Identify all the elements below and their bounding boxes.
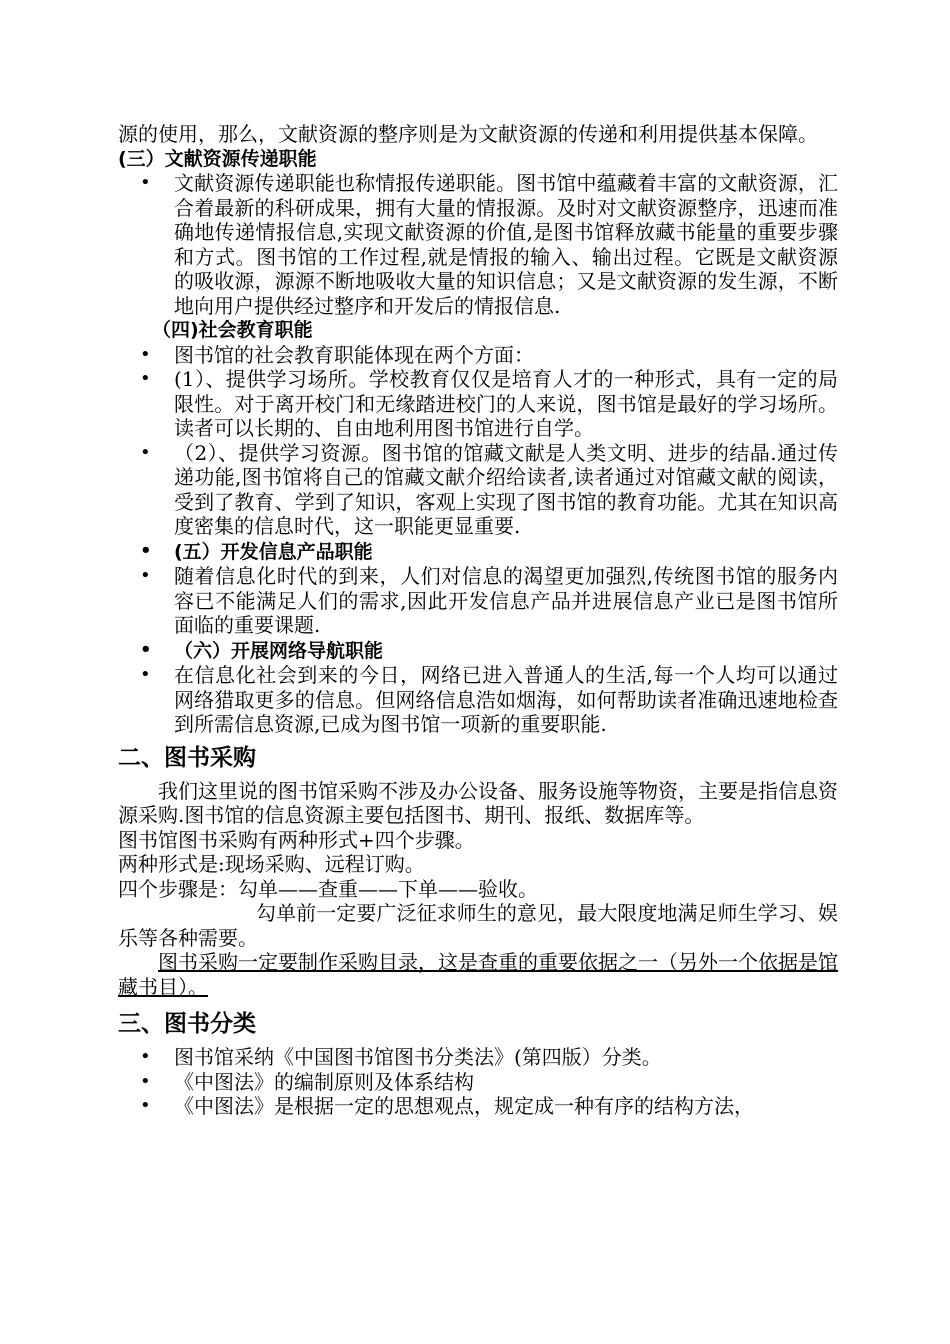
part-2-line: 四个步骤是：勾单——查重——下单——验收。 — [118, 876, 538, 901]
list-item-text: 文献资源传递职能也称情报传递职能。图书馆中蕴藏着丰富的文献资源，汇合着最新的科研成果，拥有大量的情报源。及时对文献资源整序，迅速而准确地传递情报信息,实现文献资源的价值,是图书馆释放藏书能量的重要步骤和方式。图书馆的工作过程,就是情报的输入、输出过程。它既是文献资源的吸收源，源源不断地吸收大量的知识信息；又是文献资源的发生源，不断地向用户提供经过整序和开发后的情报信息. — [174, 171, 838, 318]
bullet-icon: • — [140, 1046, 151, 1067]
list-item — [118, 539, 838, 565]
bullet-icon: • — [140, 638, 152, 660]
list-item — [118, 564, 838, 638]
list-item-text: 《中图法》是根据一定的思想观点，规定成一种有序的结构方法， — [174, 1094, 754, 1118]
part-2-underlined-paragraph: 图书采购一定要制作采购目录，这是查重的重要依据之一（另外一个依据是馆藏书目）。 — [118, 950, 838, 999]
bullet-icon: • — [140, 539, 152, 561]
list-item-text: (1）、提供学习场所。学校教育仅仅是培育人才的一种形式，具有一定的局限性。对于离开校门和无缘踏进校门的人来说，图书馆是最好的学习场所。读者可以长期的、自由地利用图书馆进行自学。 — [174, 367, 838, 440]
part-3-heading: 三、图书分类 — [118, 1011, 256, 1037]
list-item — [118, 663, 838, 737]
list-item — [118, 367, 838, 441]
list-item-text: 在信息化社会到来的今日，网络已进入普通人的生活,每一个人均可以通过网络猎取更多的信息。但网络信息浩如烟海，如何帮助读者准确迅速地检查到所需信息资源,已成为图书馆一项新的重要职能. — [174, 663, 838, 736]
bullet-icon: • — [140, 343, 151, 365]
document-page — [118, 122, 838, 1119]
bullet-icon: • — [140, 172, 151, 193]
bullet-icon: • — [140, 664, 151, 685]
list-item — [118, 1045, 838, 1070]
bullet-icon: • — [140, 1070, 151, 1092]
section-3-heading: (三）文献资源传递职能 — [118, 147, 317, 170]
part-2-line: 图书馆图书采购有两种形式+四个步骤。 — [118, 827, 475, 852]
bullet-icon: • — [140, 441, 151, 463]
section-6-heading: （六）开展网络导航职能 — [174, 639, 384, 662]
list-item — [118, 171, 838, 318]
bullet-icon: • — [140, 368, 151, 389]
part-2-heading: 二、图书采购 — [118, 744, 256, 771]
list-item-text: 图书馆采纳《中国图书馆图书分类法》(第四版）分类。 — [174, 1045, 662, 1069]
list-item-text: 《中图法》的编制原则及体系结构 — [174, 1069, 474, 1094]
list-item — [118, 343, 838, 368]
part-3-list — [118, 1045, 838, 1119]
list-item-text: （2）、提供学习资源。图书馆的馆藏文献是人类文明、进步的结晶.通过传递功能,图书馆将自己的馆藏文献介绍给读者,读者通过对馆藏文献的阅读，受到了教育、学到了知识，客观上实现了图书馆的教育功能。尤其在知识高度密集的信息时代，这一职能更显重要. — [174, 440, 838, 538]
section-3-list — [118, 171, 838, 318]
bullet-icon: • — [140, 565, 151, 586]
section-5-heading: (五）开发信息产品职能 — [174, 540, 373, 563]
intro-paragraph: 源的使用，那么，文献资源的整序则是为文献资源的传递和利用提供基本保障。 — [118, 122, 818, 146]
list-item — [118, 1070, 838, 1095]
part-2-paragraph: 我们这里说的图书馆采购不涉及办公设备、服务设施等物资，主要是指信息资源采购.图书馆的信息资源主要包括图书、期刊、报纸、数据库等。 — [118, 778, 838, 827]
part-2-line: 两种形式是:现场采购、远程订购。 — [118, 852, 425, 876]
part-2-paragraph: 勾单前一定要广泛征求师生的意见，最大限度地满足师生学习、娱乐等各种需要。 — [118, 901, 838, 950]
list-item-text: 图书馆的社会教育职能体现在两个方面： — [174, 342, 534, 367]
section-4-list — [118, 343, 838, 737]
bullet-icon: • — [140, 1095, 151, 1116]
list-item — [118, 1094, 838, 1119]
list-item-text: 随着信息化时代的到来，人们对信息的渴望更加强烈,传统图书馆的服务内容已不能满足人们的需求,因此开发信息产品并进展信息产业已是图书馆所面临的重要课题. — [174, 564, 838, 637]
list-item — [118, 638, 838, 664]
list-item — [118, 441, 838, 539]
section-4-heading: （四)社会教育职能 — [152, 319, 313, 341]
